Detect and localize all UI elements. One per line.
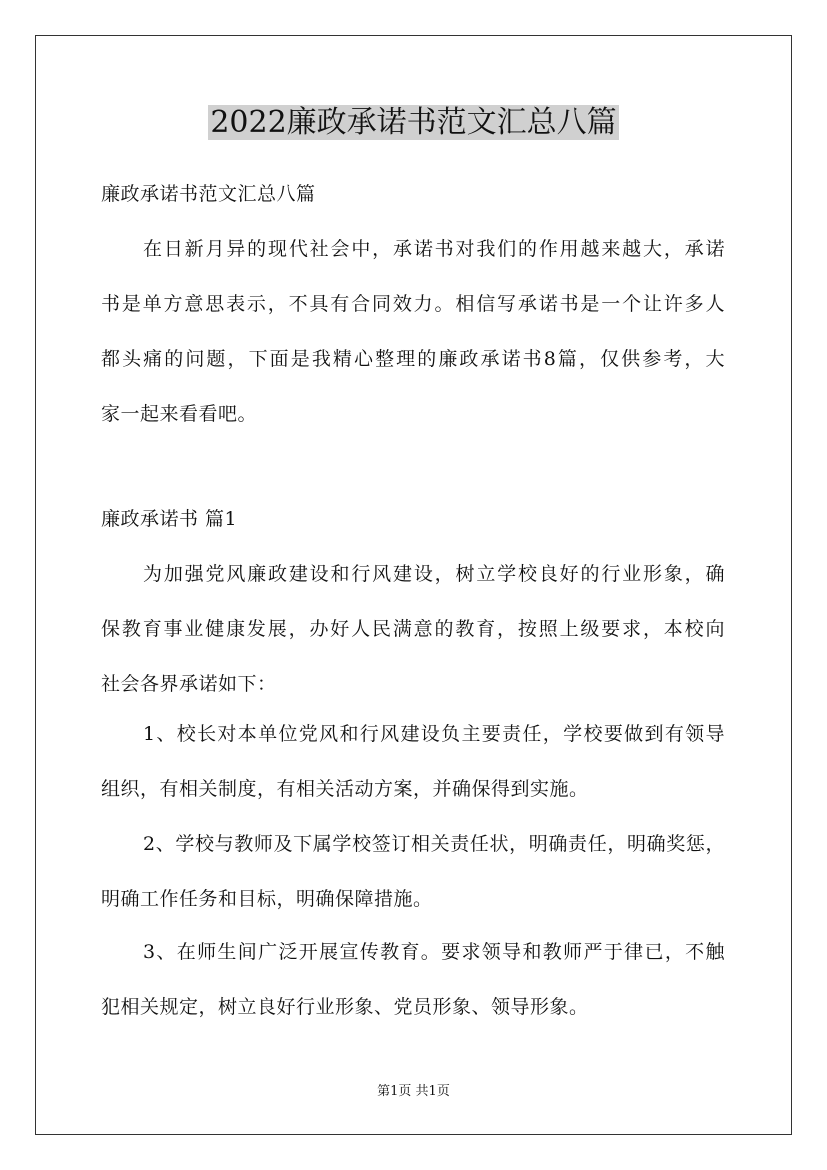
section-intro-line-1: 为加强党风廉政建设和行风建设，树立学校良好的行业形象，确 [143,563,725,585]
intro-line-4: 家一起来看看吧。 [101,403,258,425]
intro-line-2: 书是单方意思表示，不具有合同效力。相信写承诺书是一个让许多人 [101,293,725,315]
item2-line-2: 明确工作任务和目标，明确保障措施。 [101,888,433,910]
document-title [0,103,827,143]
page-footer: 第1页 共1页 [377,1084,450,1099]
item2-line-1: 2、学校与教师及下属学校签订相关责任状，明确责任，明确奖惩， [143,833,725,855]
item3-line-2: 犯相关规定，树立良好行业形象、党员形象、领导形象。 [101,996,589,1018]
item3-line-1: 3、在师生间广泛开展宣传教育。要求领导和教师严于律已，不触 [143,941,725,963]
document-title-text: 2022廉政承诺书范文汇总八篇 [210,105,617,140]
section-intro-line-2: 保教育事业健康发展，办好人民满意的教育，按照上级要求，本校向 [101,618,725,640]
document-subtitle: 廉政承诺书范文汇总八篇 [101,183,316,205]
intro-line-3: 都头痛的问题，下面是我精心整理的廉政承诺书8篇，仅供参考，大 [101,348,725,370]
section-heading: 廉政承诺书 篇1 [101,508,238,530]
section-intro-line-3: 社会各界承诺如下： [101,673,277,695]
item1-line-1: 1、校长对本单位党风和行风建设负主要责任，学校要做到有领导 [143,723,725,745]
item1-line-2: 组织，有相关制度，有相关活动方案，并确保得到实施。 [101,778,589,800]
intro-line-1: 在日新月异的现代社会中，承诺书对我们的作用越来越大，承诺 [143,238,725,260]
